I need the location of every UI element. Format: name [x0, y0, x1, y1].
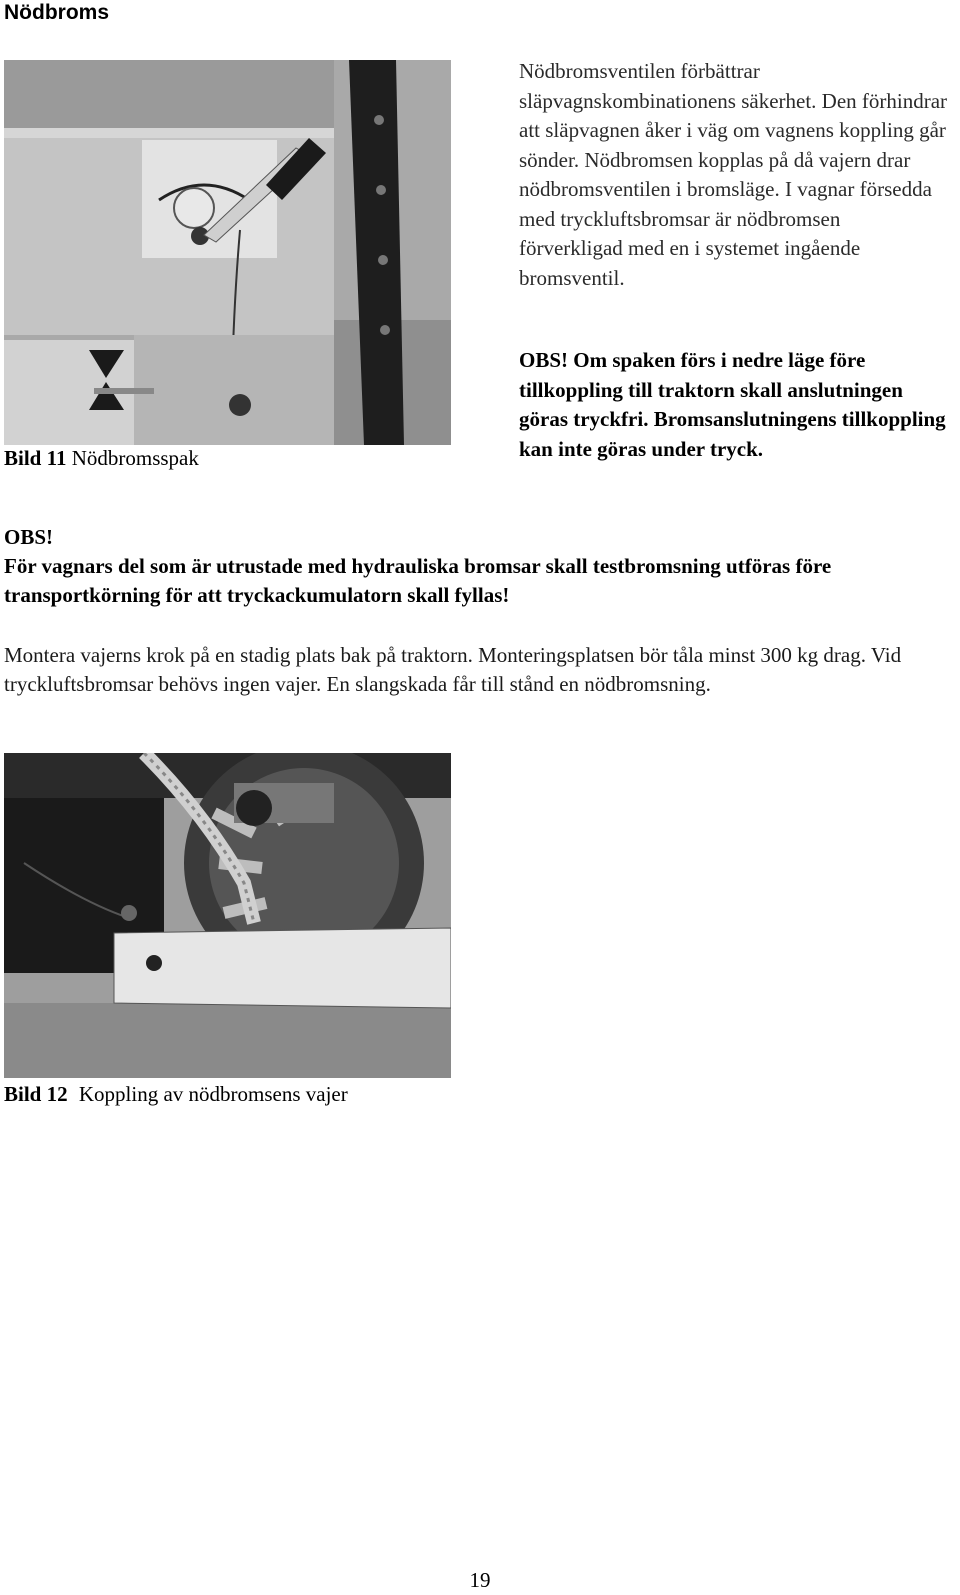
figure-11-photo — [4, 60, 451, 445]
page-number: 19 — [469, 1568, 491, 1592]
page-title: Nödbroms — [4, 1, 109, 24]
figure-12-number: Bild 12 — [4, 1082, 68, 1106]
warning-text: För vagnars del som är utrustade med hydrauliska bromsar skall testbromsning utföras före transportkörning för att tryckackumulatorn skall fyllas! — [4, 554, 832, 607]
emergency-brake-lever-image — [4, 60, 451, 445]
instructions-paragraph: Montera vajerns krok på en stadig plats bak på traktorn. Monteringsplatsen bör tåla minst 300 kg drag. Vid tryckluftsbromsar behövs ingen vajer. En slangskada får till stånd en nödbromsning. — [4, 643, 902, 696]
side-obs-note: OBS! Om spaken förs i nedre läge före tillkoppling till traktorn skall anslutningen göras tryckfri. Bromsanslutningens tillkoppling kan inte göras under tryck. — [519, 348, 946, 461]
figure-11-text: Nödbromsspak — [71, 446, 199, 470]
figure-11-caption — [4, 445, 199, 471]
warning-label: OBS! — [4, 525, 54, 549]
hitch-cable-image — [4, 753, 451, 1078]
figure-11-number: Bild 11 — [4, 446, 67, 470]
side-paragraph: Nödbromsventilen förbättrar släpvagnskombinationens säkerhet. Den förhindrar att släpvagnen åker i väg om vagnens koppling går sönder. Nödbromsen kopplas på då vajern drar nödbromsventilen i bromsläge. I vagnar försedda med tryckluftsbromsar är nödbromsen förverkligad med en i systemet ingående bromsventil. — [519, 59, 948, 290]
warning-block — [4, 523, 956, 610]
figure-12-caption — [4, 1081, 348, 1107]
figure-12-text: Koppling av nödbromsens vajer — [78, 1082, 348, 1106]
figure-12-photo — [4, 753, 451, 1078]
